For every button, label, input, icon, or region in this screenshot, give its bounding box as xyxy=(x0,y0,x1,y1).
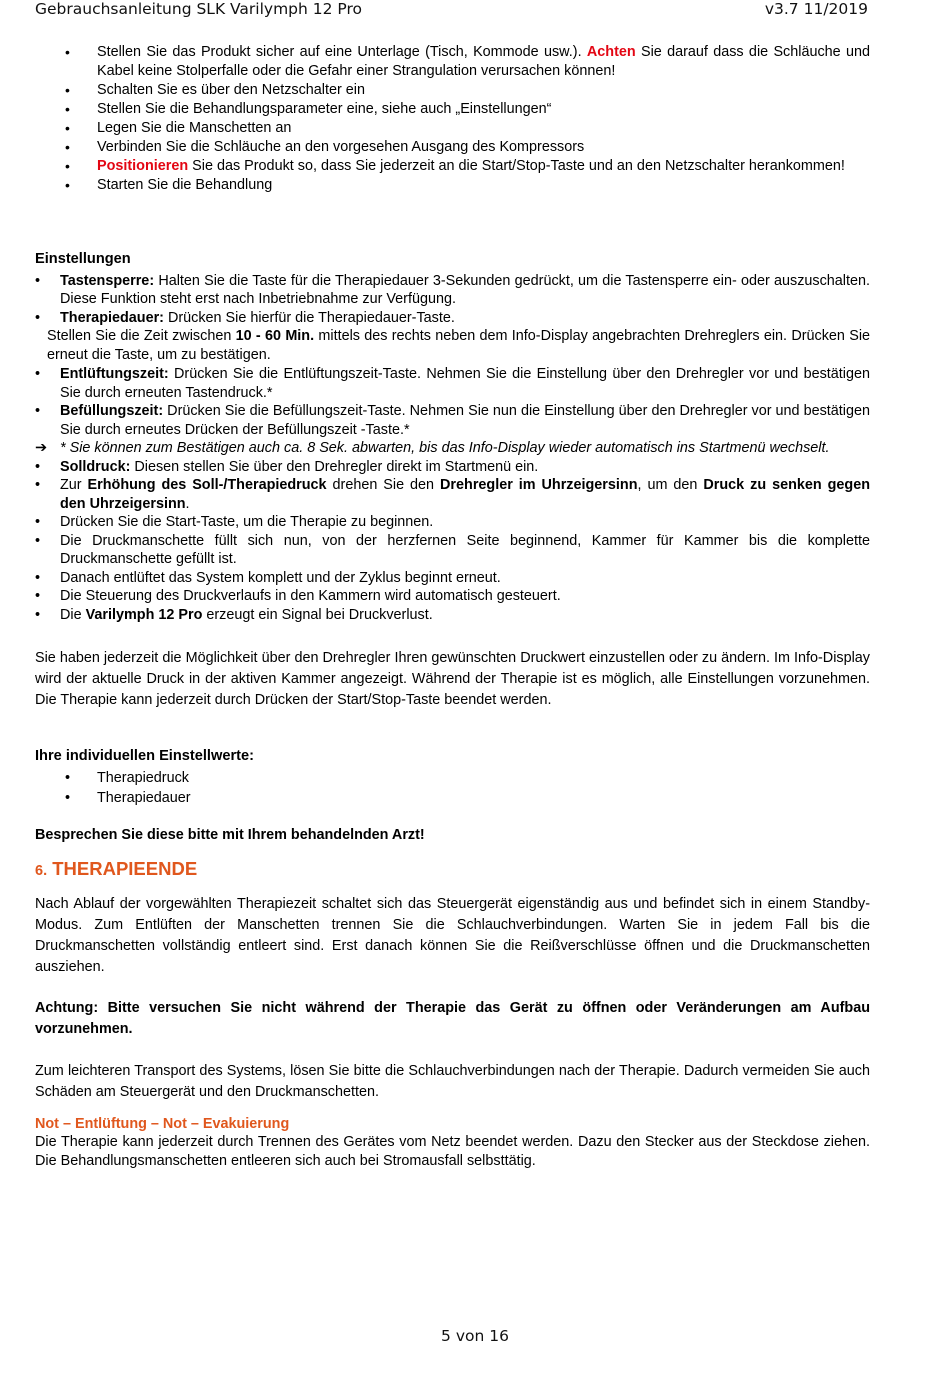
list-item: • Die Druckmanschette füllt sich nun, von der herzfernen Seite beginnend, Kammer für Kammer bis die komplette Druckmanschette gefüllt ist. xyxy=(35,532,870,568)
page-header xyxy=(35,0,868,22)
list-item: • Schalten Sie es über den Netzschalter ein xyxy=(65,81,365,98)
list-item: • Danach entlüftet das System komplett und der Zyklus beginnt erneut. xyxy=(35,569,501,586)
druck-paragraph: Sie haben jederzeit die Möglichkeit über den Drehregler Ihren gewünschten Druckwert einzustellen oder zu ändern. Im Info-Display wird der aktuelle Druck in der aktiven Kammer angezeigt. Während der Therapie ist es möglich, alle Einstellungen vorzunehmen. Die Therapie kann jederzeit durch Drücken der Start/Stop-Taste beendet werden. xyxy=(35,650,870,709)
bullet-icon: • xyxy=(35,272,41,289)
bullet-icon: • xyxy=(65,138,70,155)
page-number: 5 von 16 xyxy=(441,1327,509,1345)
section-heading-einstellungen: Einstellungen xyxy=(35,251,131,268)
bullet-icon: • xyxy=(65,769,71,786)
bullet-icon: • xyxy=(35,569,41,586)
bullet-icon: • xyxy=(65,157,70,174)
bullet-icon: • xyxy=(65,119,70,136)
bullet-icon: • xyxy=(35,588,41,605)
transport-paragraph: Zum leichteren Transport des Systems, lösen Sie bitte die Schlauchverbindungen nach der Therapie. Dadurch vermeiden Sie auch Schäden am Steuergerät und den Druckmanschetten. xyxy=(35,1062,870,1100)
individual-settings-heading: Ihre individuellen Einstellwerte: xyxy=(35,748,254,765)
bullet-icon: • xyxy=(65,81,70,98)
bullet-icon: • xyxy=(35,532,41,549)
list-item: • Entlüftungszeit: Drücken Sie die Entlüftungszeit-Taste. Nehmen Sie die Einstellung über den Drehregler vor und bestätigen Sie durch erneuten Tastendruck.* xyxy=(35,366,870,401)
confirmation-note: ➔ * Sie können zum Bestätigen auch ca. 8 Sek. abwarten, bis das Info-Display wieder automatisch ins Startmenü wechselt. xyxy=(35,440,830,457)
list-item: • Starten Sie die Behandlung xyxy=(65,177,273,194)
list-item: • Stellen Sie die Behandlungsparameter eine, siehe auch „Einstellungen“ xyxy=(65,100,552,117)
list-item: • Verbinden Sie die Schläuche an den vorgesehen Ausgang des Kompressors xyxy=(65,138,585,155)
list-item: • Zur Erhöhung des Soll-/Therapiedruck drehen Sie den Drehregler im Uhrzeigersinn, um den Druck zu senken gegen den Uhrzeigersinn. xyxy=(35,477,871,512)
bullet-icon: • xyxy=(35,514,41,531)
bullet-icon: • xyxy=(35,403,41,420)
bullet-icon: • xyxy=(65,790,71,807)
bullet-icon: • xyxy=(35,458,41,475)
steps-list xyxy=(35,43,870,195)
bullet-icon: • xyxy=(35,366,41,383)
list-item: • Die Varilymph 12 Pro erzeugt ein Signal bei Druckverlust. xyxy=(35,606,433,623)
bullet-icon: • xyxy=(65,100,70,117)
list-item: • Solldruck: Diesen stellen Sie über den Drehregler direkt im Startmenü ein. xyxy=(35,458,539,475)
bullet-icon: • xyxy=(35,477,41,494)
list-item: • Die Steuerung des Druckverlaufs in den Kammern wird automatisch gesteuert. xyxy=(35,588,561,605)
bullet-icon: • xyxy=(35,606,41,623)
document-title: Gebrauchsanleitung SLK Varilymph 12 Pro xyxy=(35,0,363,18)
bullet-icon: • xyxy=(65,177,70,194)
bullet-icon: • xyxy=(35,309,41,326)
list-item: • Legen Sie die Manschetten an xyxy=(65,119,292,136)
document-version: v3.7 11/2019 xyxy=(764,0,868,18)
list-item: • Stellen Sie das Produkt sicher auf eine Unterlage (Tisch, Kommode usw.). Achten Sie darauf dass die Schläuche und Kabel keine Stolperfalle oder die Gefahr einer Strangulation verursachen können! xyxy=(65,44,870,79)
therapiedauer-detail: Stellen Sie die Zeit zwischen 10 - 60 Min. mittels des rechts neben dem Info-Display angebrachten Drehreglers ein. Drücken Sie erneut die Taste, um zu bestätigen. xyxy=(47,328,871,363)
page-content xyxy=(35,43,870,1170)
list-item: • Positionieren Sie das Produkt so, dass Sie jederzeit an die Start/Stop-Taste und an den Netzschalter herankommen! xyxy=(65,157,845,174)
doctor-note: Besprechen Sie diese bitte mit Ihrem behandelnden Arzt! xyxy=(35,826,425,843)
arrow-right-icon: ➔ xyxy=(35,440,48,457)
list-item: • Therapiedruck xyxy=(65,769,189,786)
list-item: • Drücken Sie die Start-Taste, um die Therapie zu beginnen. xyxy=(35,514,434,531)
list-item: • Therapiedauer: Drücken Sie hierfür die Therapiedauer-Taste. xyxy=(35,309,455,326)
emergency-heading: Not – Entlüftung – Not – Evakuierung xyxy=(35,1115,290,1132)
list-item: • Tastensperre: Halten Sie die Taste für die Therapiedauer 3-Sekunden gedrückt, um die Tastensperre ein- oder auszuschalten. Diese Funktion steht erst nach Inbetriebnahme zur Verfügung. xyxy=(35,272,870,308)
list-item: • Befüllungszeit: Drücken Sie die Befüllungszeit-Taste. Nehmen Sie nun die Einstellung über den Drehregler vor und bestätigen Sie durch erneutes Drücken der Befüllungszeit -Taste.* xyxy=(35,403,870,438)
therapieende-paragraph: Nach Ablauf der vorgewählten Therapiezeit schaltet sich das Steuergerät eigenständig aus und befindet sich in einem Standby-Modus. Zum Entlüften der Manschetten trennen Sie die Schlauchverbindungen. Warten Sie in jedem Fall bis die Druckmanschetten vollständig entleert sind. Erst danach können Sie die Reißverschlüsse öffnen und die Druckmanschetten ausziehen. xyxy=(35,895,870,975)
bullet-icon: • xyxy=(65,44,70,60)
emergency-text: Die Therapie kann jederzeit durch Trennen des Gerätes vom Netz beendet werden. Dazu den Stecker aus der Steckdose ziehen. Die Behandlungsmanschetten entleeren sich auch bei Stromausfall selbsttätig. xyxy=(35,1134,870,1169)
warning-text: Achtung: Bitte versuchen Sie nicht während der Therapie das Gerät zu öffnen oder Veränderungen am Aufbau vorzunehmen. xyxy=(35,999,870,1037)
section-6-heading: 6. THERAPIEENDE xyxy=(35,858,198,880)
list-item: • Therapiedauer xyxy=(65,790,191,807)
